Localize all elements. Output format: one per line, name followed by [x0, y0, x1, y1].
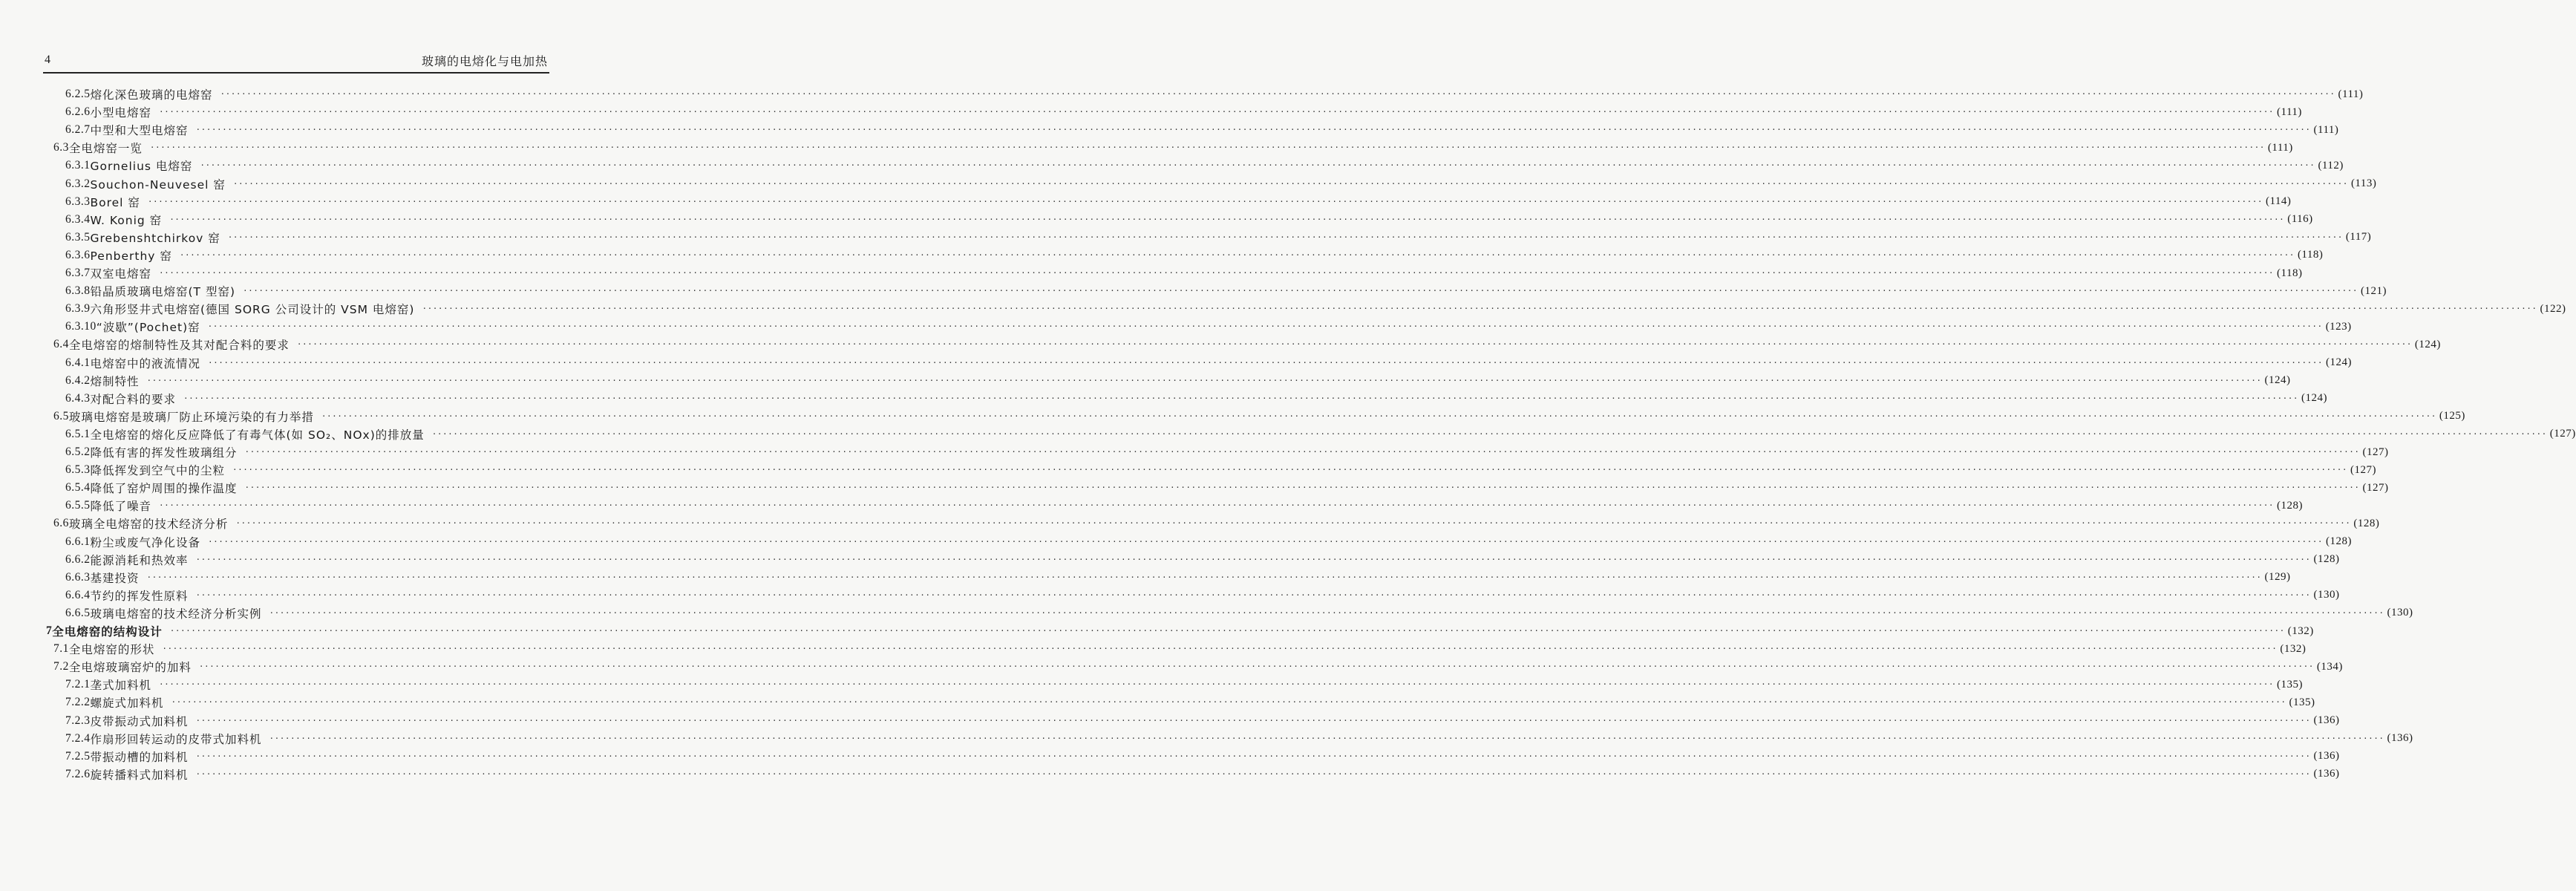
toc-entry [65, 390, 2328, 408]
leader-dots: ················································································································································································································································································································································································································ [149, 143, 2265, 153]
toc-entry [65, 193, 2292, 211]
toc-entry [65, 103, 2302, 121]
toc-entry-number: 6.2.6 [65, 105, 91, 119]
toc-entry [65, 175, 2377, 193]
toc-entry-page: (124) [2326, 356, 2353, 368]
toc-entry-number: 6.4.1 [65, 356, 91, 369]
toc-entry-number: 6.5 [53, 409, 69, 422]
toc-entry-number: 7.2.3 [65, 714, 91, 727]
leader-dots: ················································································································································································································································································································································································································ [244, 447, 2360, 457]
toc-entry [65, 461, 2377, 479]
toc-entry-page: (112) [2318, 159, 2344, 172]
toc-entry [65, 730, 2413, 748]
toc-entry-number: 6.6.5 [65, 606, 91, 619]
toc-entry [65, 604, 2413, 622]
toc-entry-title: Penberthy 窑 [90, 249, 172, 263]
toc-entry [65, 551, 2340, 569]
toc-entry-title: 作扇形回转运动的皮带式加料机 [90, 732, 262, 746]
toc-entry-title: 旋转播料式加料机 [90, 768, 189, 782]
header-rule [43, 72, 549, 74]
toc-entry-page: (130) [2313, 589, 2340, 601]
toc-entry-title: 熔制特性 [90, 374, 140, 388]
toc-entry-title: 垄式加料机 [90, 679, 152, 693]
toc-entry [65, 85, 2364, 103]
toc-entry-number: 7.2.5 [65, 749, 91, 763]
toc-entry [65, 372, 2291, 390]
toc-entry-page: (135) [2289, 696, 2315, 708]
toc-entry-number: 6.6.1 [65, 535, 91, 548]
toc-entry-title: 中型和大型电熔窑 [90, 124, 189, 138]
toc-entry-page: (134) [2316, 660, 2343, 673]
toc-entry-page: (124) [2414, 338, 2441, 350]
toc-entry-title: 对配合料的要求 [90, 392, 177, 406]
leader-dots: ················································································································································································································································································································································································································ [169, 214, 2285, 224]
toc-entry [65, 282, 2387, 300]
toc-entry-title: 玻璃电熔窑的技术经济分析实例 [90, 607, 262, 621]
toc-entry [65, 121, 2339, 139]
toc-entry-title: 基建投资 [90, 571, 140, 585]
toc-entry-title: 皮带振动式加料机 [90, 714, 189, 728]
leader-dots: ················································································································································································································································································································································································································ [159, 107, 2275, 117]
toc-entry [65, 264, 2303, 282]
toc-entry-page: (136) [2313, 750, 2340, 763]
toc-entry-page: (113) [2350, 177, 2377, 189]
leader-dots: ················································································································································································································································································································································································································ [321, 411, 2436, 421]
toc-entry-page: (122) [2540, 302, 2566, 315]
toc-entry [65, 443, 2389, 461]
toc-entry-number: 6.3 [53, 141, 69, 154]
toc-entry-page: (127) [2350, 463, 2377, 476]
leader-dots: ················································································································································································································································································································································································································ [195, 751, 2311, 761]
toc-entry [65, 425, 2576, 443]
toc-entry [65, 676, 2304, 693]
toc-entry-number: 6.6.2 [65, 552, 91, 566]
toc-entry-page: (132) [2280, 642, 2307, 655]
toc-entry-number: 6.3.8 [65, 284, 91, 298]
toc-entry [53, 640, 2307, 658]
toc-entry-page: (136) [2313, 768, 2340, 780]
toc-entry-page: (114) [2265, 195, 2292, 208]
leader-dots: ················································································································································································································································································································································································································ [195, 768, 2311, 779]
leader-dots: ················································································································································································································································································································································································································ [195, 715, 2311, 725]
toc-entry-title: 电熔窑中的液流情况 [90, 356, 201, 371]
toc-entry-page: (128) [2353, 517, 2380, 529]
leader-dots: ················································································································································································································································································································································································································ [269, 607, 2384, 618]
leader-dots: ················································································································································································································································································································································································································ [146, 572, 2262, 582]
leader-dots: ················································································································································································································································································································································································································ [207, 322, 2323, 332]
toc-entry-page: (127) [2362, 446, 2389, 458]
leader-dots: ················································································································································································································································································································································································································ [431, 428, 2547, 439]
toc-entry-title: Souchon-Neuvesel 窑 [90, 177, 226, 192]
toc-entry-number: 6.3.5 [65, 230, 91, 244]
toc-entry-number: 7 [46, 624, 53, 637]
toc-entry-title: 全电熔窑的熔制特性及其对配合料的要求 [68, 339, 290, 353]
toc-entry-number: 6.3.6 [65, 248, 91, 261]
toc-entry-title: 粉尘或废气净化设备 [90, 535, 201, 549]
toc-entry-number: 7.2.4 [65, 731, 91, 745]
toc-entry [65, 569, 2291, 587]
toc-entry-title: 小型电熔窑 [90, 106, 152, 120]
toc-entry-title: 六角形竖井式电熔窑(德国 SORG 公司设计的 VSM 电熔窑) [90, 303, 415, 317]
toc-entry-page: (123) [2325, 320, 2352, 333]
toc-entry-number: 6.3.1 [65, 159, 91, 172]
toc-entry [53, 408, 2465, 425]
toc-entry [53, 515, 2380, 532]
toc-entry-title: 降低挥发到空气中的尘粒 [90, 464, 226, 478]
toc-entry-number: 6.3.9 [65, 302, 91, 316]
toc-entry [65, 157, 2344, 174]
toc-entry-title: 降低了噪音 [90, 500, 152, 514]
toc-entry-number: 6.5.5 [65, 499, 91, 512]
leader-dots: ················································································································································································································································································································································································································ [171, 697, 2286, 708]
toc-entry-number: 6.4.2 [65, 373, 91, 387]
toc-entry-number: 7.2.6 [65, 767, 91, 780]
toc-entry-number: 7.1 [53, 642, 69, 656]
leader-dots: ················································································································································································································································································································································································································ [169, 626, 2285, 636]
leader-dots: ················································································································································································································································································································································································································ [195, 125, 2311, 135]
leader-dots: ················································································································································································································································································································································································································ [208, 357, 2324, 368]
toc-entry-number: 6.2.5 [65, 88, 91, 100]
leader-dots: ················································································································································································································································································································································································································ [179, 249, 2295, 260]
leader-dots: ················································································································································································································································································································································································································ [198, 662, 2314, 672]
toc-entry-title: 玻璃全电熔窑的技术经济分析 [68, 518, 229, 532]
toc-entry-page: (124) [2264, 374, 2291, 387]
leader-dots: ················································································································································································································································································································································································································ [159, 268, 2275, 278]
toc-entry-number: 6.3.7 [65, 267, 91, 279]
toc-entry-title: 全电熔玻璃窑炉的加料 [68, 661, 192, 675]
toc-entry [65, 587, 2340, 604]
leader-dots: ················································································································································································································································································································································································································ [232, 178, 2348, 189]
toc-entry-page: (129) [2264, 571, 2291, 584]
leader-dots: ················································································································································································································································································································································································································ [162, 644, 2278, 654]
toc-entry-number: 6.3.10 [65, 320, 97, 333]
toc-entry-page: (128) [2326, 535, 2353, 547]
leader-dots: ················································································································································································································································································································································································································ [296, 339, 2412, 350]
book-title: 玻璃的电熔化与电加热 [421, 54, 548, 68]
toc-entry-title: 铅晶质玻璃电熔窑(T 型窑) [90, 285, 235, 299]
toc-entry [53, 139, 2293, 157]
toc-entry-title: 能源消耗和热效率 [90, 553, 189, 567]
leader-dots: ················································································································································································································································································································································································································ [244, 483, 2360, 493]
toc-entry-title: 全电熔窑的形状 [68, 643, 155, 657]
leader-dots: ················································································································································································································································································································································································································ [195, 590, 2311, 600]
toc-entry-page: (132) [2287, 624, 2314, 637]
running-header [43, 52, 548, 71]
toc-entry-page: (136) [2387, 732, 2413, 745]
toc-entry-title: 降低了窑炉周围的操作温度 [90, 482, 238, 496]
toc-entry-number: 6.5.4 [65, 481, 91, 495]
toc-entry-number: 6.6 [53, 517, 69, 530]
toc-entry-page: (135) [2277, 678, 2304, 691]
toc-entry-page: (117) [2345, 231, 2372, 244]
toc-entry [53, 658, 2343, 676]
toc-entry [65, 229, 2372, 247]
toc-entry-page: (127) [2549, 428, 2576, 440]
toc-entry-number: 6.6.3 [65, 570, 91, 584]
toc-entry-number: 6.5.1 [65, 427, 91, 440]
toc-entry-page: (136) [2313, 714, 2340, 726]
leader-dots: ················································································································································································································································································································································································································ [227, 232, 2343, 242]
leader-dots: ················································································································································································································································································································································································································ [195, 554, 2311, 564]
leader-dots: ················································································································································································································································································································································································································ [243, 286, 2358, 296]
toc-entry [65, 766, 2340, 783]
toc-entry [53, 336, 2441, 353]
toc-entry-title: 全电熔窑一览 [68, 142, 143, 156]
toc-entry-title: 熔化深色玻璃的电熔窑 [90, 88, 213, 102]
toc-entry-number: 6.3.2 [65, 177, 91, 190]
toc-entry-page: (116) [2287, 213, 2313, 226]
toc-entry-page: (128) [2277, 499, 2304, 512]
toc-entry-number: 7.2.2 [65, 696, 91, 709]
page-number: 4 [45, 53, 50, 66]
toc-entry-title: 双室电熔窑 [90, 267, 152, 281]
toc-entry-title: 螺旋式加料机 [90, 696, 164, 711]
toc-entry-page: (111) [2267, 141, 2293, 154]
toc-entry [65, 318, 2352, 336]
toc-entry [65, 693, 2315, 711]
toc-entry [46, 622, 2314, 640]
toc-entry-title: Grebenshtchirkov 窑 [90, 231, 220, 245]
toc-entry-page: (111) [2338, 88, 2364, 100]
leader-dots: ················································································································································································································································································································································································································ [235, 518, 2351, 529]
toc-entry-page: (118) [2277, 267, 2303, 279]
toc-entry-number: 6.5.2 [65, 446, 91, 458]
toc-entry [65, 748, 2340, 766]
toc-entry-number: 6.3.4 [65, 212, 91, 226]
toc-entry-number: 7.2.1 [65, 678, 91, 691]
toc-entry-title: 全电熔窑的结构设计 [52, 625, 163, 639]
toc-entry-number: 6.4.3 [65, 391, 91, 405]
toc-entry-page: (121) [2361, 284, 2387, 297]
toc-entry-page: (127) [2362, 481, 2389, 494]
toc-entry-page: (118) [2297, 249, 2324, 261]
toc-entry [65, 533, 2353, 551]
leader-dots: ················································································································································································································································································································································································································ [159, 500, 2275, 511]
leader-dots: ················································································································································································································································································································································································································ [147, 196, 2263, 206]
leader-dots: ················································································································································································································································································································································································································ [200, 160, 2315, 171]
toc-entry [65, 300, 2566, 318]
toc-entry-number: 6.3.3 [65, 195, 91, 208]
toc-entry [65, 211, 2313, 229]
toc-entry [65, 354, 2353, 372]
toc-entry-title: W. Konig 窑 [90, 213, 163, 227]
toc-entry-title: Gornelius 电熔窑 [90, 160, 193, 174]
toc-entry-page: (111) [2313, 123, 2339, 136]
toc-entry-page: (130) [2387, 607, 2413, 619]
toc-entry-title: 玻璃电熔窑是玻璃厂防止环境污染的有力举措 [68, 410, 314, 424]
toc-entry-number: 6.6.4 [65, 588, 91, 601]
leader-dots: ················································································································································································································································································································································································································ [422, 304, 2537, 314]
toc-entry [65, 712, 2340, 730]
toc-entry-title: 降低有害的挥发性玻璃组分 [90, 446, 238, 460]
toc-entry-number: 7.2 [53, 660, 69, 673]
leader-dots: ················································································································································································································································································································································································································ [208, 536, 2324, 546]
toc-entry-page: (125) [2439, 410, 2465, 422]
toc-entry-title: 全电熔窑的熔化反应降低了有毒气体(如 SO₂、NOx)的排放量 [90, 428, 425, 442]
toc-entry-number: 6.5.3 [65, 463, 91, 477]
toc-entry [65, 247, 2324, 264]
leader-dots: ················································································································································································································································································································································································································ [220, 89, 2335, 99]
leader-dots: ················································································································································································································································································································································································································ [232, 465, 2348, 475]
toc-entry-title: “波歇”(Pochet)窑 [96, 321, 200, 335]
toc-entry-title: 带振动槽的加料机 [90, 750, 189, 764]
leader-dots: ················································································································································································································································································································································································································ [183, 393, 2299, 403]
toc-entry-number: 6.4 [53, 338, 69, 351]
toc-entry-page: (128) [2313, 553, 2340, 566]
toc-entry-title: Borel 窑 [90, 195, 140, 209]
toc-entry-number: 6.2.7 [65, 123, 91, 137]
toc-entry-title: 节约的挥发性原料 [90, 589, 189, 603]
leader-dots: ················································································································································································································································································································································································································ [159, 679, 2275, 690]
toc-entry [65, 497, 2304, 515]
leader-dots: ················································································································································································································································································································································································································ [269, 733, 2384, 743]
leader-dots: ················································································································································································································································································································································································································ [146, 375, 2262, 385]
toc-entry-page: (124) [2301, 392, 2328, 405]
toc-entry-page: (111) [2277, 105, 2302, 118]
toc-entry [65, 479, 2389, 497]
